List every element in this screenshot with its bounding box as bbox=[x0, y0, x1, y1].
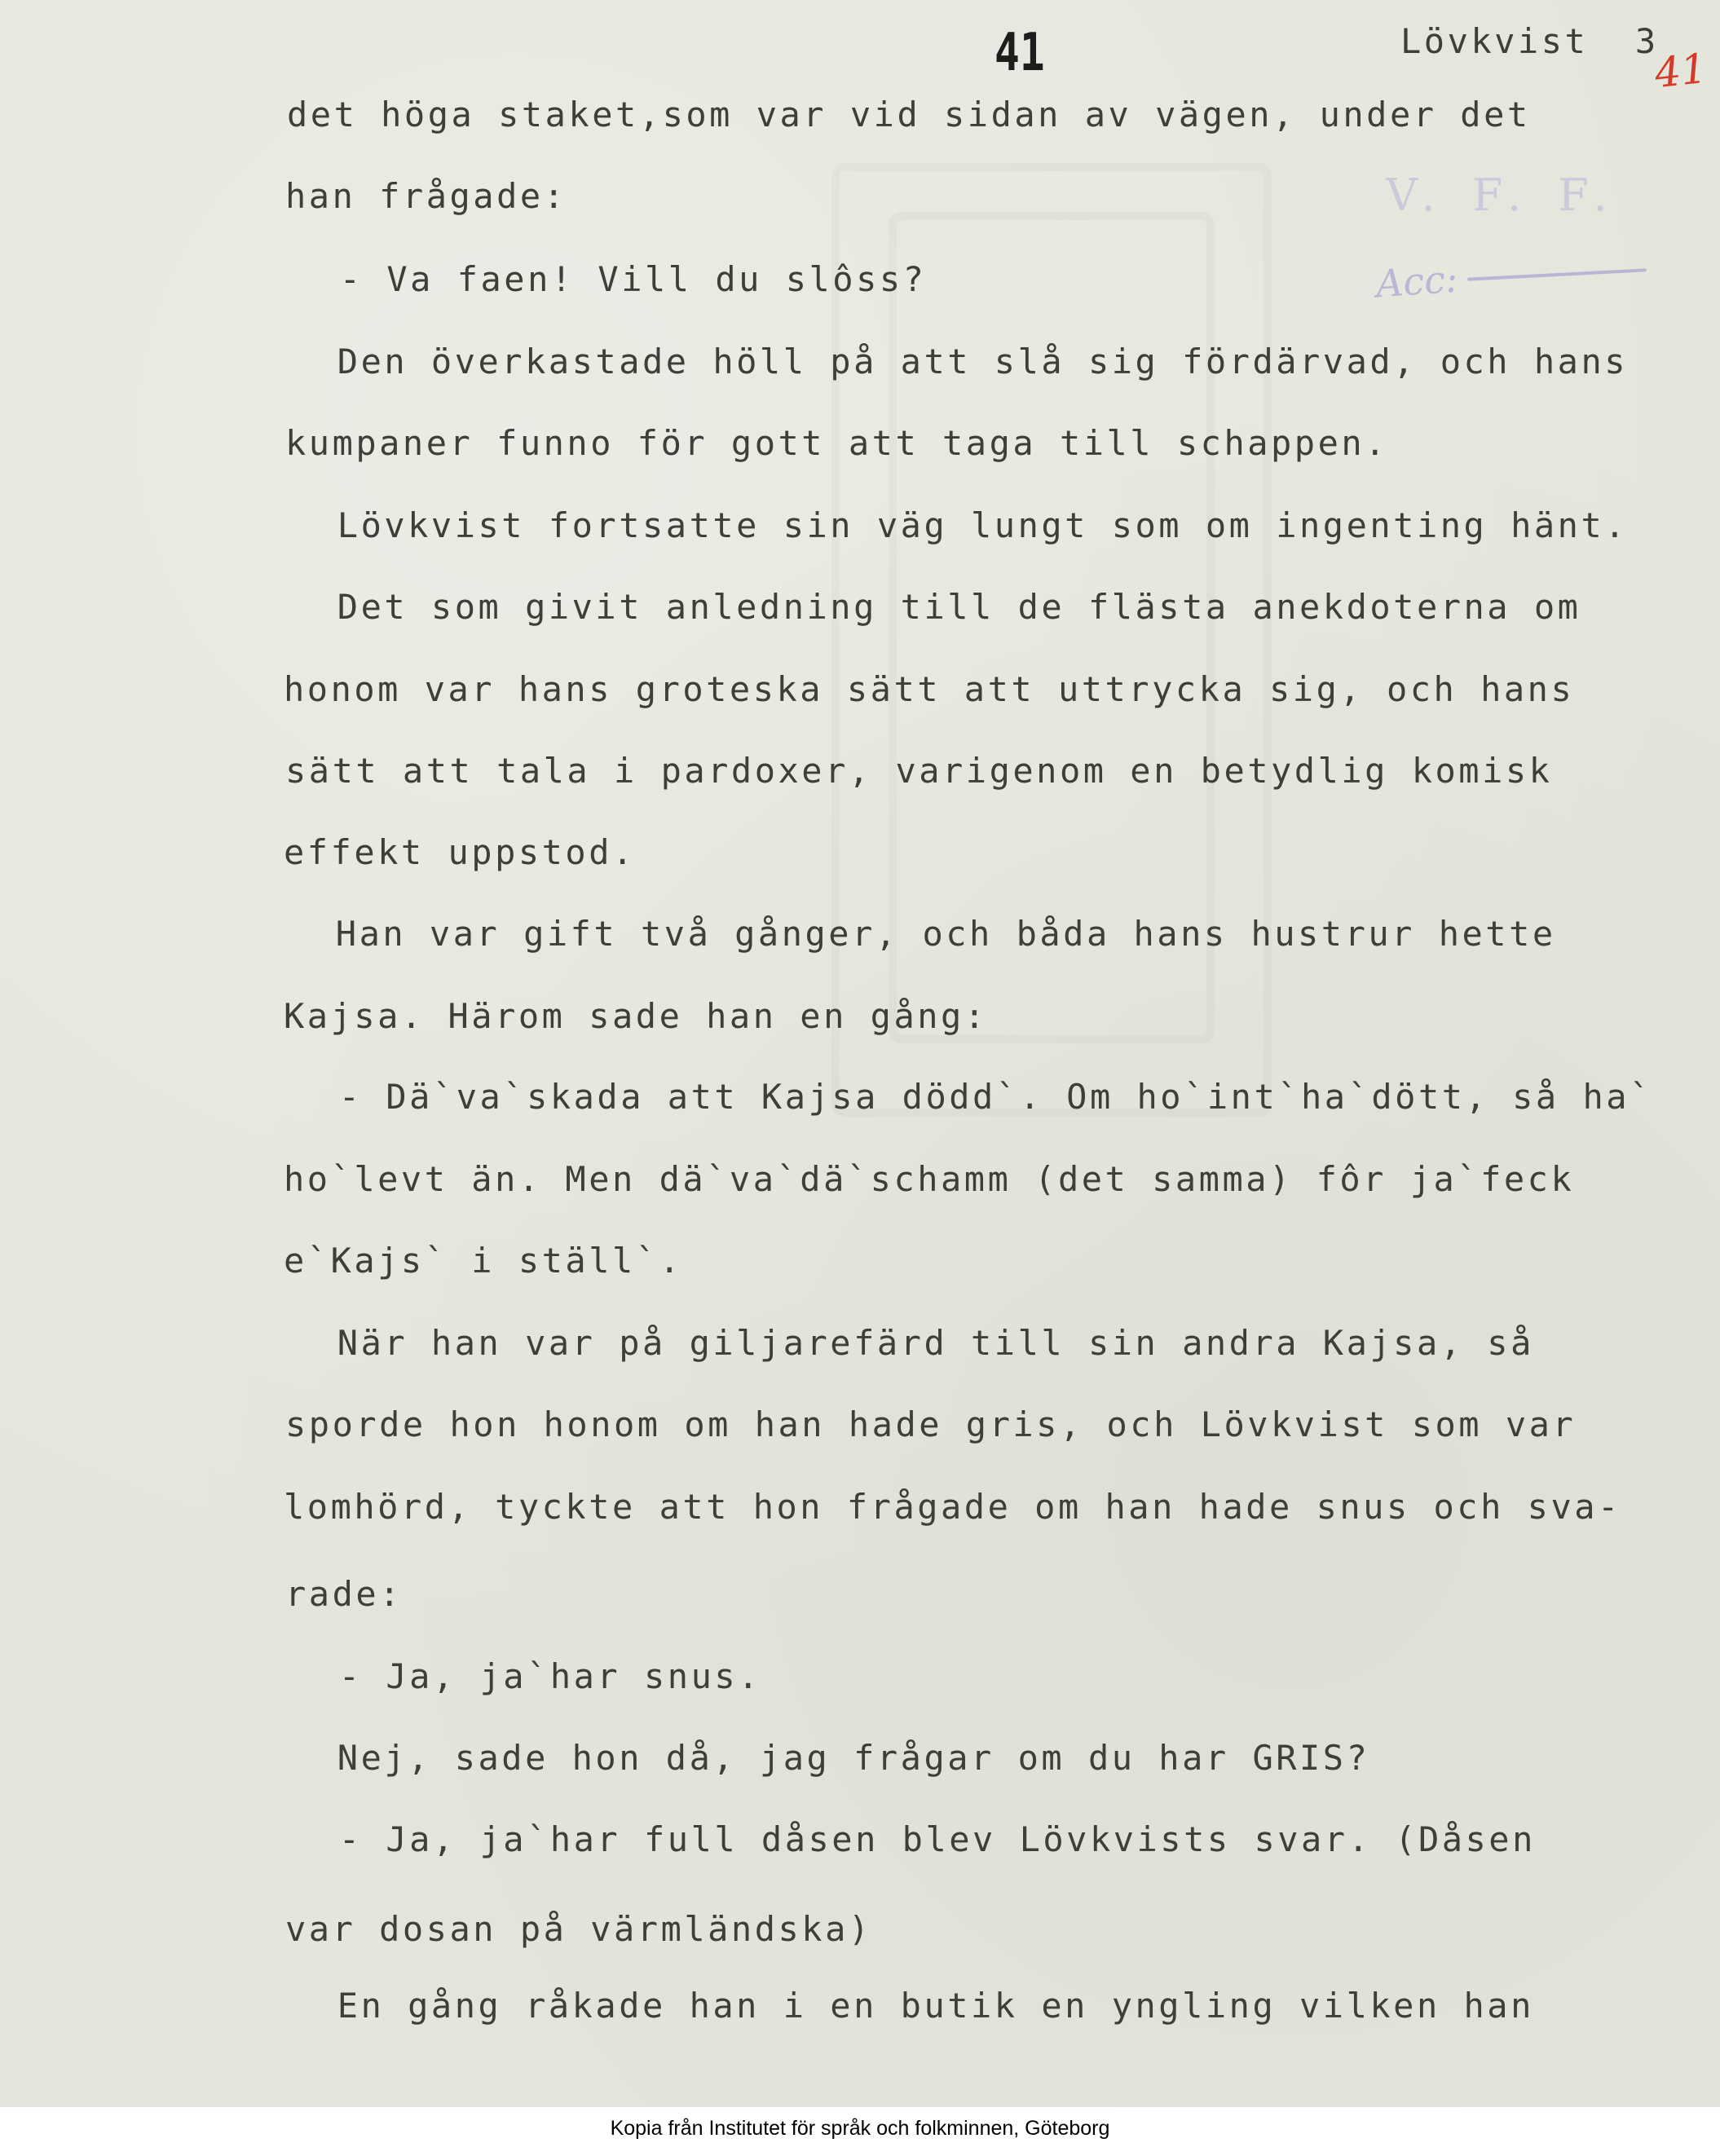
body-line: var dosan på värmländska) bbox=[285, 1909, 872, 1949]
archive-stamp-acc: Acc: bbox=[1374, 256, 1460, 306]
body-line: - Ja, ja`har snus. bbox=[315, 1656, 761, 1696]
archive-footer: Kopia från Institutet för språk och folkminnen, Göteborg bbox=[610, 2117, 1110, 2140]
body-line: han frågade: bbox=[285, 176, 567, 216]
body-line: ho`levt än. Men dä`va`dä`schamm (det samma) fôr ja`feck bbox=[284, 1159, 1575, 1199]
body-line: lomhörd, tyckte att hon frågade om han hade snus och sva- bbox=[284, 1487, 1621, 1527]
body-line: En gång råkade han i en butik en yngling vilken han bbox=[314, 1986, 1534, 2026]
body-line: Han var gift två gånger, och båda hans hustrur hette bbox=[312, 914, 1556, 954]
page-number: 41 bbox=[995, 23, 1045, 83]
body-line: det höga staket,som var vid sidan av vägen, under det bbox=[287, 95, 1531, 134]
body-line: - Va faen! Vill du slôss? bbox=[316, 259, 927, 299]
stamp-signature-line bbox=[1467, 268, 1647, 281]
archive-stamp-initials: V. F. F. bbox=[1386, 170, 1619, 221]
body-line: Kajsa. Härom sade han en gång: bbox=[284, 996, 988, 1036]
body-line: sporde hon honom om han hade gris, och Lövkvist som var bbox=[285, 1404, 1577, 1444]
body-line: sätt att tala i pardoxer, varigenom en betydlig komisk bbox=[285, 751, 1553, 791]
body-line: Lövkvist fortsatte sin väg lungt som om ingenting hänt. bbox=[314, 505, 1629, 545]
handwritten-page-number: 41 bbox=[1652, 44, 1709, 98]
body-line: rade: bbox=[285, 1574, 403, 1614]
body-line: effekt uppstod. bbox=[284, 832, 636, 872]
body-line: När han var på giljarefärd till sin andra Kajsa, så bbox=[314, 1323, 1534, 1363]
body-line: Det som givit anledning till de flästa anekdoterna om bbox=[314, 587, 1581, 627]
body-line: kumpaner funno för gott att taga till schappen. bbox=[285, 423, 1388, 463]
body-line: Den överkastade höll på att slå sig fördärvad, och hans bbox=[314, 342, 1629, 381]
author-page-label: Lövkvist 3 bbox=[1400, 21, 1659, 61]
body-line: Nej, sade hon då, jag frågar om du har GRIS? bbox=[314, 1738, 1370, 1778]
body-line: e`Kajs` i ställ`. bbox=[284, 1241, 683, 1281]
body-line: - Dä`va`skada att Kajsa dödd`. Om ho`int`ha`dött, så ha` bbox=[315, 1077, 1653, 1117]
body-line: - Ja, ja`har full dåsen blev Lövkvists svar. (Dåsen bbox=[315, 1819, 1536, 1859]
body-line: honom var hans groteska sätt att uttrycka sig, och hans bbox=[284, 669, 1575, 709]
